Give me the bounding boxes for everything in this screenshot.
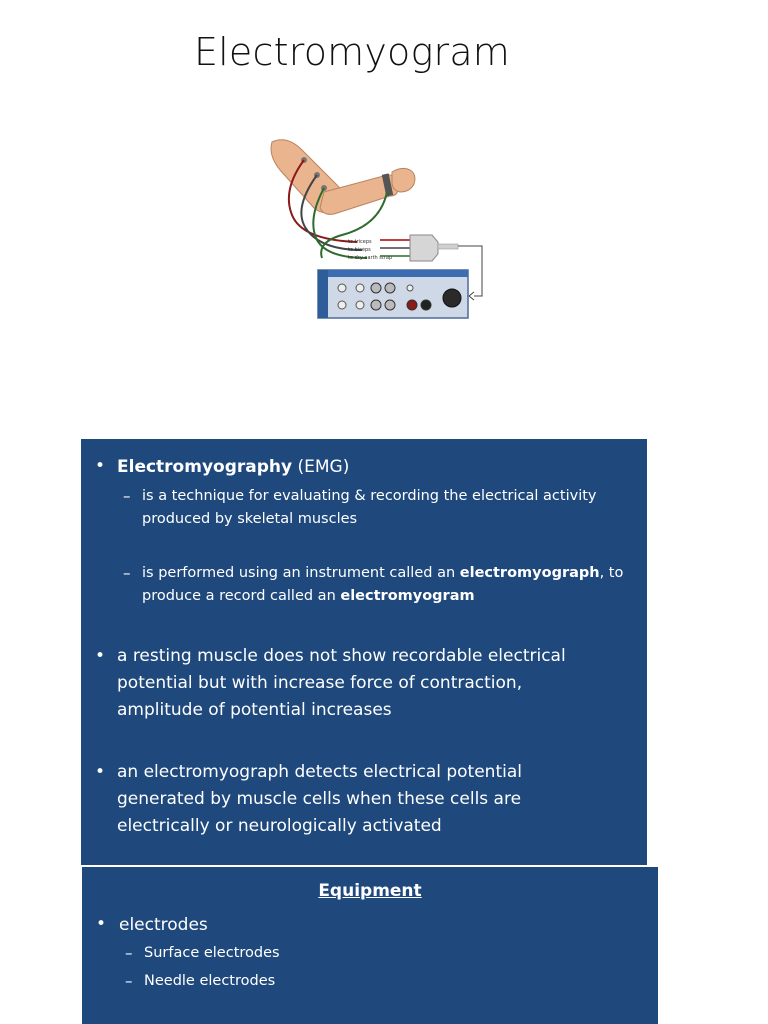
bullet-marker: •: [96, 914, 107, 934]
sub-text-instrument-b: , to produce a record called an: [142, 565, 624, 604]
bullet-marker: •: [95, 646, 106, 666]
text-surface-electrodes: Surface electrodes: [144, 945, 280, 961]
term-electromyography: Electromyography: [117, 457, 293, 477]
bullet-marker: •: [95, 762, 106, 782]
term-electromyogram: electromyogram: [340, 588, 475, 604]
page-title: Electromyogram: [193, 30, 511, 74]
bullet-marker: •: [95, 456, 106, 476]
label-biceps: to biceps: [348, 247, 371, 253]
dash-marker: –: [123, 487, 131, 505]
label-triceps: to triceps: [348, 239, 372, 245]
label-earth-strap: to dry earth strap: [348, 255, 393, 261]
dash-marker: –: [123, 564, 131, 582]
emg-setup-illustration: [262, 130, 502, 325]
equipment-panel: [82, 867, 658, 1024]
sub-text-technique: is a technique for evaluating & recording the electrical activity produced by skeletal muscles: [142, 488, 597, 527]
dash-marker: –: [125, 944, 133, 962]
text-resting-muscle: a resting muscle does not show recordable electrical potential but with increase force of contraction, amplitude of potential increases: [117, 646, 566, 720]
text-detects-potential: an electromyograph detects electrical potential generated by muscle cells when these cells are electrically or neurologically activated: [117, 762, 522, 836]
equipment-heading: Equipment: [318, 881, 422, 901]
sub-text-instrument-a: is performed using an instrument called an: [142, 565, 460, 581]
term-electromyograph: electromyograph: [459, 565, 600, 581]
emg-info-panel: [81, 439, 647, 865]
term-emg: (EMG): [292, 457, 350, 477]
dash-marker: –: [125, 972, 133, 990]
text-needle-electrodes: Needle electrodes: [144, 973, 276, 989]
text-electrodes: electrodes: [119, 915, 208, 935]
